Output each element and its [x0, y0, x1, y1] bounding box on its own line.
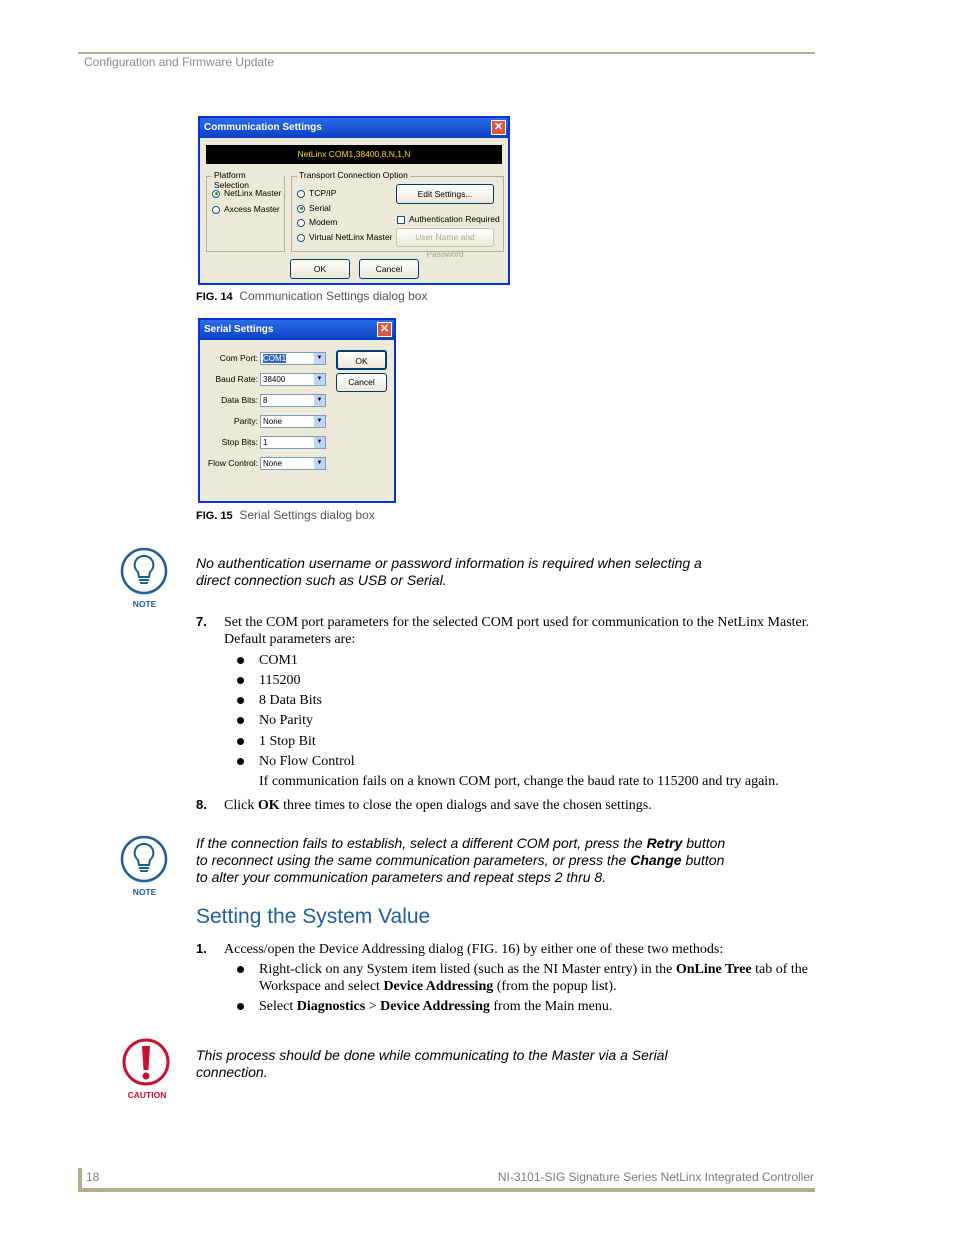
bullet-icon: [237, 677, 244, 684]
radio-selected-icon: [212, 190, 220, 198]
authentication-required-checkbox[interactable]: Authentication Required: [397, 214, 500, 224]
section-title: Setting the System Value: [196, 905, 431, 928]
baud-rate-label: Baud Rate:: [215, 374, 258, 384]
bullet-icon: [237, 758, 244, 765]
step-7-followup: If communication fails on a known COM port, change the baud rate to 115200 and try again.: [259, 774, 779, 789]
cancel-button[interactable]: Cancel: [336, 373, 387, 392]
user-name-password-button[interactable]: User Name and Password: [396, 228, 494, 247]
caution-icon: [121, 1038, 173, 1100]
header-section-title: Configuration and Firmware Update: [84, 55, 275, 69]
checkbox-icon: [397, 216, 405, 224]
note-icon-label: NOTE: [132, 887, 157, 897]
chevron-down-icon: ▼: [314, 416, 325, 427]
bullet-icon: [237, 966, 244, 973]
figure-14-caption: [196, 289, 427, 303]
list-item: COM1: [259, 653, 298, 668]
radio-icon: [212, 206, 220, 214]
step-1-text: Access/open the Device Addressing dialog (FIG. 16) by either one of these two methods:: [224, 942, 724, 957]
note-icon: [119, 547, 171, 609]
page-number: 18: [86, 1170, 100, 1184]
note-1-text: No authentication username or password information is required when selecting a direct connection such as USB or Serial.: [196, 555, 702, 588]
connection-status-display: NetLinx COM1,38400,8,N,1,N: [206, 145, 502, 164]
footer-doc-title: NI-3101-SIG Signature Series NetLinx Integrated Controller: [497, 1170, 814, 1184]
cancel-button[interactable]: Cancel: [359, 259, 419, 279]
footer-rule: [78, 1188, 815, 1192]
bullet-icon: [237, 717, 244, 724]
radio-serial[interactable]: Serial: [297, 203, 331, 213]
com-port-select[interactable]: COM1 ▼: [260, 352, 326, 365]
stop-bits-select[interactable]: 1 ▼: [260, 436, 326, 449]
serial-settings-dialog: [198, 318, 396, 503]
chevron-down-icon: ▼: [314, 395, 325, 406]
stop-bits-label: Stop Bits:: [221, 437, 258, 447]
list-item: Select Diagnostics > Device Addressing from the Main menu.: [259, 999, 613, 1014]
radio-icon: [297, 190, 305, 198]
step-1-number: 1.: [196, 941, 207, 956]
figure-15-text: Serial Settings dialog box: [239, 508, 375, 522]
radio-modem[interactable]: Modem: [297, 217, 337, 227]
bullet-icon: [237, 657, 244, 664]
step-7-number: 7.: [196, 614, 207, 629]
list-item: 8 Data Bits: [259, 693, 322, 708]
flow-control-select[interactable]: None ▼: [260, 457, 326, 470]
bullet-icon: [237, 697, 244, 704]
list-item: Right-click on any System item listed (such as the NI Master entry) in the OnLine Tree tab of the Workspace and select Device Addressing (from the popup list).: [259, 962, 809, 994]
dialog-title: Serial Settings: [204, 324, 274, 335]
parity-label: Parity:: [233, 416, 258, 426]
note-icon-label: NOTE: [132, 599, 157, 609]
ok-button[interactable]: OK: [290, 259, 350, 279]
close-icon[interactable]: ✕: [377, 322, 392, 337]
figure-14-number: FIG. 14: [196, 291, 233, 303]
radio-tcpip[interactable]: TCP/IP: [297, 188, 336, 198]
radio-axcess-master[interactable]: Axcess Master: [212, 204, 280, 214]
flow-control-label: Flow Control:: [207, 458, 258, 468]
radio-virtual-netlinx-master[interactable]: Virtual NetLinx Master: [297, 232, 392, 242]
communication-settings-dialog: [198, 116, 510, 285]
list-item: No Parity: [259, 713, 314, 728]
com-port-label: Com Port:: [219, 353, 258, 363]
caution-icon-label: CAUTION: [127, 1090, 167, 1100]
data-bits-label: Data Bits:: [221, 395, 258, 405]
chevron-down-icon: ▼: [314, 458, 325, 469]
chevron-down-icon: ▼: [314, 437, 325, 448]
radio-netlinx-master[interactable]: NetLinx Master: [212, 188, 281, 198]
chevron-down-icon: ▼: [314, 374, 325, 385]
step-7-text: Set the COM port parameters for the selected COM port used for communication to the NetLinx Master. Default parameters are:: [224, 615, 810, 647]
platform-selection-legend: Platform Selection: [212, 170, 284, 190]
figure-15-number: FIG. 15: [196, 510, 233, 522]
dialog-title-bar: [200, 118, 508, 138]
ok-button[interactable]: OK: [336, 350, 387, 370]
bullet-icon: [237, 738, 244, 745]
radio-icon: [297, 219, 305, 227]
radio-icon: [297, 234, 305, 242]
dialog-title-bar: [200, 320, 394, 340]
close-icon[interactable]: ✕: [491, 120, 506, 135]
edit-settings-button[interactable]: Edit Settings...: [396, 184, 494, 204]
radio-selected-icon: [297, 205, 305, 213]
chevron-down-icon: ▼: [314, 353, 325, 364]
data-bits-select[interactable]: 8 ▼: [260, 394, 326, 407]
bullet-icon: [237, 1003, 244, 1010]
figure-14-text: Communication Settings dialog box: [239, 289, 428, 303]
list-item: 1 Stop Bit: [259, 734, 316, 749]
dialog-title: Communication Settings: [204, 122, 322, 133]
caution-text: This process should be done while communicating to the Master via a Serial connection.: [196, 1047, 668, 1080]
header-rule: [78, 52, 815, 54]
baud-rate-select[interactable]: 38400 ▼: [260, 373, 326, 386]
note-2-text: If the connection fails to establish, select a different COM port, press the Retry button to reconnect using the same communication parameters, or press the Change button to alter your communication parameters and repeat steps 2 thru 8.: [196, 835, 726, 885]
list-item: No Flow Control: [259, 754, 355, 769]
parity-select[interactable]: None ▼: [260, 415, 326, 428]
note-icon: [119, 835, 171, 897]
step-8-text: Click OK three times to close the open dialogs and save the chosen settings.: [224, 798, 652, 813]
figure-15-caption: [196, 508, 375, 522]
list-item: 115200: [259, 673, 301, 688]
step-8-number: 8.: [196, 797, 207, 812]
transport-connection-legend: Transport Connection Option: [299, 170, 408, 180]
